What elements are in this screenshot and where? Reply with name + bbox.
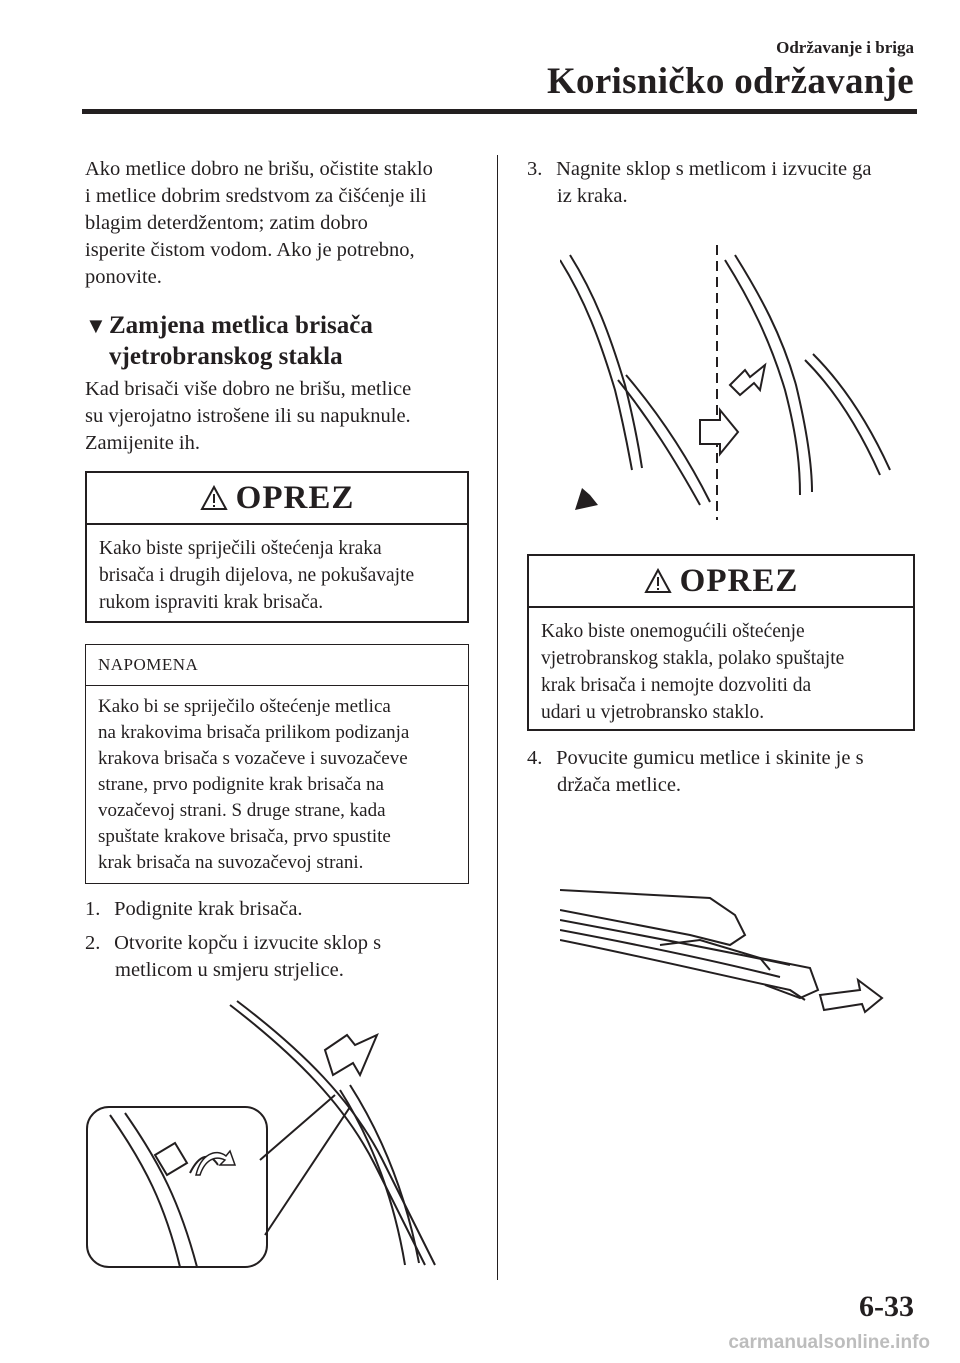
section-text-line: su vjerojatno istrošene ili su napuknule. — [85, 405, 411, 427]
note-line: krak brisača na suvozačevoj strani. — [98, 852, 364, 873]
intro-line: isperite čistom vodom. Ako je potrebno, — [85, 239, 415, 261]
caution-line: Kako biste spriječili oštećenja kraka — [99, 538, 382, 559]
step-3 — [527, 156, 917, 210]
step-4 — [527, 745, 917, 799]
note-line: Kako bi se spriječilo oštećenje metlica — [98, 696, 391, 717]
step-number: 4. — [527, 747, 543, 769]
step-text: iz kraka. — [557, 185, 628, 207]
caution-box — [527, 554, 915, 731]
caution-line: krak brisača i nemojte dozvoliti da — [541, 675, 812, 696]
step-number: 1. — [85, 898, 101, 920]
caution-box — [85, 471, 469, 623]
intro-line: i metlice dobrim sredstvom za čišćenje ili — [85, 185, 427, 207]
caution-line: vjetrobranskog stakla, polako spuštajte — [541, 648, 845, 669]
note-title: NAPOMENA — [86, 645, 468, 686]
column-divider — [497, 155, 498, 1280]
section-text-line: Zamijenite ih. — [85, 432, 200, 454]
step-text: Podignite krak brisača. — [114, 898, 303, 920]
caution-title-text: OPREZ — [235, 479, 355, 516]
step-text: Nagnite sklop s metlicom i izvucite ga — [556, 158, 872, 180]
caution-title — [87, 473, 467, 525]
step-number: 2. — [85, 932, 101, 954]
page-title: Korisničko održavanje — [546, 61, 914, 102]
caution-body — [87, 525, 467, 628]
step-number: 3. — [527, 158, 543, 180]
step-1 — [85, 896, 475, 923]
wiper-clip-illustration — [85, 995, 475, 1270]
step-text: Povucite gumicu metlice i skinite je s — [556, 747, 864, 769]
caution-title — [529, 556, 913, 608]
footer-watermark: carmanualsonline.info — [728, 1332, 930, 1353]
note-box — [85, 644, 469, 884]
wiper-tilt-illustration — [560, 240, 920, 525]
note-line: krakova brisača s vozačeve i suvozačeve — [98, 748, 408, 769]
step-text: metlicom u smjeru strjelice. — [115, 959, 344, 981]
step-2 — [85, 930, 475, 984]
warning-icon — [200, 485, 228, 511]
section-text-line: Kad brisači više dobro ne brišu, metlice — [85, 378, 412, 400]
step-text: držača metlice. — [557, 774, 682, 796]
note-line: vozačevoj strani. S druge strane, kada — [98, 800, 386, 821]
section-text — [85, 376, 470, 457]
caution-body — [529, 608, 913, 738]
wiper-rubber-illustration — [560, 880, 890, 1025]
section-title-line: vjetrobranskog stakla — [109, 343, 343, 370]
note-line: spuštate krakove brisača, prvo spustite — [98, 826, 391, 847]
intro-line: blagim deterdžentom; zatim dobro — [85, 212, 368, 234]
note-line: strane, prvo podignite krak brisača na — [98, 774, 384, 795]
caution-line: rukom ispraviti krak brisača. — [99, 592, 324, 613]
caution-title-text: OPREZ — [679, 562, 799, 599]
section-marker-icon: ▼ — [85, 313, 107, 338]
caution-line: udari u vjetrobransko staklo. — [541, 702, 765, 723]
caution-line: brisača i drugih dijelova, ne pokušavajte — [99, 565, 415, 586]
warning-icon — [644, 568, 672, 594]
header-section: Održavanje i briga — [776, 38, 914, 57]
note-line: na krakovima brisača prilikom podizanja — [98, 722, 410, 743]
section-heading — [85, 310, 465, 372]
note-body — [86, 686, 468, 886]
step-text: Otvorite kopču i izvucite sklop s — [114, 932, 382, 954]
intro-line: ponovite. — [85, 266, 162, 288]
header-rule — [82, 109, 917, 114]
page-number: 6-33 — [859, 1290, 914, 1323]
intro-paragraph — [85, 156, 470, 291]
intro-line: Ako metlice dobro ne brišu, očistite staklo — [85, 158, 433, 180]
caution-line: Kako biste onemogućili oštećenje — [541, 621, 805, 642]
section-title-line: Zamjena metlica brisača — [109, 312, 373, 339]
